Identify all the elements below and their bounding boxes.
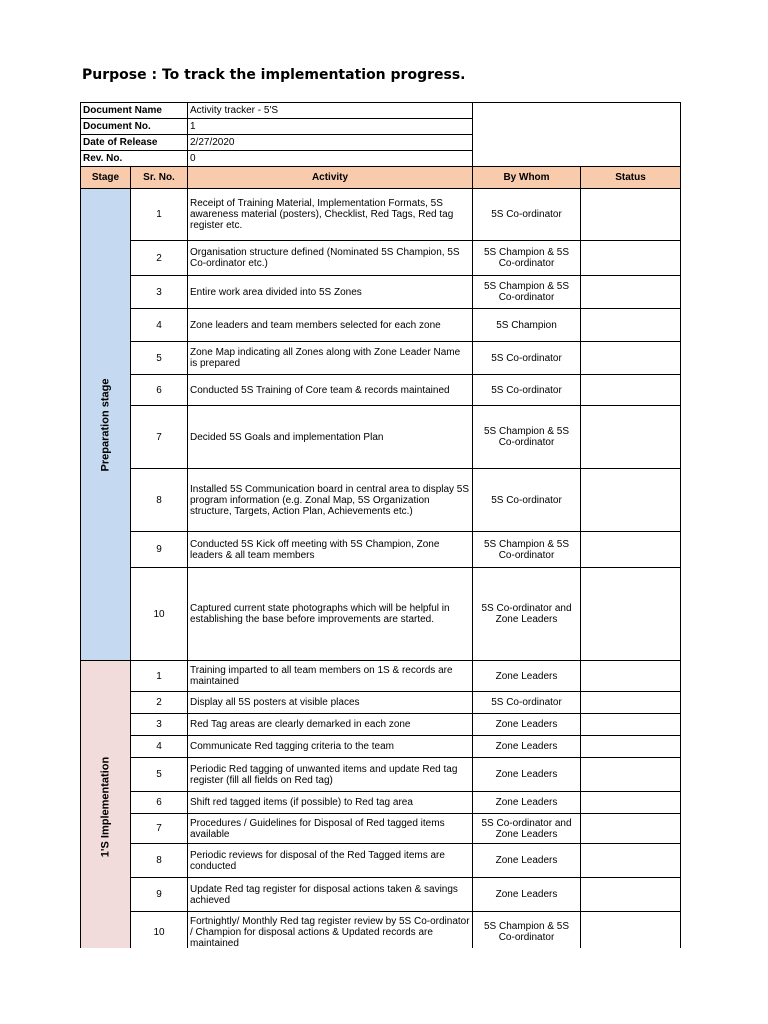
status-cell <box>581 661 681 692</box>
status-cell <box>581 276 681 309</box>
meta-label: Document Name <box>81 103 188 119</box>
by-whom-cell: 5S Co-ordinator <box>473 469 581 532</box>
sr-no-cell: 4 <box>131 736 188 758</box>
sr-no-cell: 6 <box>131 792 188 814</box>
activity-cell: Zone Map indicating all Zones along with Zone Leader Name is prepared <box>188 342 473 375</box>
table-row <box>81 844 681 878</box>
table-row <box>81 375 681 406</box>
activity-cell: Organisation structure defined (Nominated 5S Champion, 5S Co-ordinator etc.) <box>188 241 473 276</box>
header-status: Status <box>581 167 681 189</box>
activity-cell: Red Tag areas are clearly demarked in each zone <box>188 714 473 736</box>
activity-cell: Conducted 5S Kick off meeting with 5S Champion, Zone leaders & all team members <box>188 532 473 568</box>
by-whom-cell: Zone Leaders <box>473 736 581 758</box>
sr-no-cell: 5 <box>131 758 188 792</box>
status-cell <box>581 342 681 375</box>
stage-preparation <box>81 189 131 661</box>
status-cell <box>581 241 681 276</box>
activity-cell: Training imparted to all team members on 1S & records are maintained <box>188 661 473 692</box>
status-cell <box>581 469 681 532</box>
activity-cell: Receipt of Training Material, Implementation Formats, 5S awareness material (posters), Checklist, Red Tags, Red tag register etc. <box>188 189 473 241</box>
sr-no-cell: 7 <box>131 814 188 844</box>
table-row <box>81 692 681 714</box>
sr-no-cell: 7 <box>131 406 188 469</box>
status-cell <box>581 532 681 568</box>
table-row <box>81 661 681 692</box>
by-whom-cell: 5S Champion & 5S Co-ordinator <box>473 241 581 276</box>
page-bottom-margin <box>0 948 768 1024</box>
header-stage: Stage <box>81 167 131 189</box>
sr-no-cell: 8 <box>131 844 188 878</box>
activity-cell: Installed 5S Communication board in central area to display 5S program information (e.g. Zonal Map, 5S Organization structure, Targets, Action Plan, Achievements etc.) <box>188 469 473 532</box>
by-whom-cell: 5S Co-ordinator <box>473 342 581 375</box>
by-whom-cell: Zone Leaders <box>473 758 581 792</box>
by-whom-cell: 5S Champion & 5S Co-ordinator <box>473 276 581 309</box>
activity-cell: Communicate Red tagging criteria to the team <box>188 736 473 758</box>
status-cell <box>581 406 681 469</box>
status-cell <box>581 912 681 953</box>
status-cell <box>581 692 681 714</box>
status-cell <box>581 375 681 406</box>
sr-no-cell: 1 <box>131 189 188 241</box>
status-cell <box>581 309 681 342</box>
meta-label: Rev. No. <box>81 151 188 167</box>
status-cell <box>581 814 681 844</box>
sr-no-cell: 1 <box>131 661 188 692</box>
meta-value: Activity tracker - 5'S <box>188 103 473 119</box>
stage-label: 1'S Implementation <box>99 756 111 857</box>
table-row <box>81 714 681 736</box>
table-row <box>81 276 681 309</box>
activity-cell: Zone leaders and team members selected for each zone <box>188 309 473 342</box>
by-whom-cell: Zone Leaders <box>473 661 581 692</box>
by-whom-cell: 5S Co-ordinator <box>473 189 581 241</box>
by-whom-cell: Zone Leaders <box>473 792 581 814</box>
sr-no-cell: 6 <box>131 375 188 406</box>
sr-no-cell: 2 <box>131 692 188 714</box>
activity-cell: Conducted 5S Training of Core team & records maintained <box>188 375 473 406</box>
activity-cell: Fortnightly/ Monthly Red tag register review by 5S Co-ordinator / Champion for disposal actions & Updated records are maintained <box>188 912 473 953</box>
sr-no-cell: 9 <box>131 878 188 912</box>
meta-value: 0 <box>188 151 473 167</box>
table-row <box>81 342 681 375</box>
meta-value: 2/27/2020 <box>188 135 473 151</box>
meta-label: Date of Release <box>81 135 188 151</box>
sr-no-cell: 3 <box>131 276 188 309</box>
stage-label: Preparation stage <box>99 378 111 471</box>
activity-cell: Decided 5S Goals and implementation Plan <box>188 406 473 469</box>
sr-no-cell: 8 <box>131 469 188 532</box>
status-cell <box>581 792 681 814</box>
by-whom-cell: 5S Champion <box>473 309 581 342</box>
by-whom-cell: 5S Champion & 5S Co-ordinator <box>473 532 581 568</box>
sr-no-cell: 10 <box>131 912 188 953</box>
purpose-heading: Purpose : To track the implementation progress. <box>82 67 466 83</box>
status-cell <box>581 568 681 661</box>
activity-cell: Captured current state photographs which will be helpful in establishing the base before improvements are started. <box>188 568 473 661</box>
by-whom-cell: 5S Co-ordinator <box>473 375 581 406</box>
table-row <box>81 792 681 814</box>
by-whom-cell: 5S Champion & 5S Co-ordinator <box>473 912 581 953</box>
activity-tracker-table <box>80 102 681 953</box>
table-row <box>81 241 681 276</box>
table-row <box>81 568 681 661</box>
sr-no-cell: 4 <box>131 309 188 342</box>
column-header-row <box>81 167 681 189</box>
header-by-whom: By Whom <box>473 167 581 189</box>
activity-cell: Display all 5S posters at visible places <box>188 692 473 714</box>
table-row <box>81 758 681 792</box>
activity-cell: Periodic Red tagging of unwanted items and update Red tag register (fill all fields on Red tag) <box>188 758 473 792</box>
sr-no-cell: 10 <box>131 568 188 661</box>
table-row <box>81 736 681 758</box>
by-whom-cell: Zone Leaders <box>473 878 581 912</box>
activity-cell: Periodic reviews for disposal of the Red Tagged items are conducted <box>188 844 473 878</box>
status-cell <box>581 714 681 736</box>
by-whom-cell: 5S Co-ordinator and Zone Leaders <box>473 568 581 661</box>
status-cell <box>581 878 681 912</box>
sr-no-cell: 5 <box>131 342 188 375</box>
activity-cell: Update Red tag register for disposal actions taken & savings achieved <box>188 878 473 912</box>
sr-no-cell: 2 <box>131 241 188 276</box>
table-row <box>81 878 681 912</box>
meta-value: 1 <box>188 119 473 135</box>
header-sr-no: Sr. No. <box>131 167 188 189</box>
stage-1s-implementation <box>81 661 131 953</box>
meta-label: Document No. <box>81 119 188 135</box>
status-cell <box>581 736 681 758</box>
table-row <box>81 469 681 532</box>
activity-cell: Procedures / Guidelines for Disposal of Red tagged items available <box>188 814 473 844</box>
table-row <box>81 309 681 342</box>
status-cell <box>581 844 681 878</box>
by-whom-cell: 5S Co-ordinator and Zone Leaders <box>473 814 581 844</box>
sr-no-cell: 3 <box>131 714 188 736</box>
table-row <box>81 406 681 469</box>
meta-blank-area <box>473 103 681 167</box>
by-whom-cell: Zone Leaders <box>473 714 581 736</box>
activity-cell: Entire work area divided into 5S Zones <box>188 276 473 309</box>
sr-no-cell: 9 <box>131 532 188 568</box>
by-whom-cell: Zone Leaders <box>473 844 581 878</box>
header-activity: Activity <box>188 167 473 189</box>
by-whom-cell: 5S Co-ordinator <box>473 692 581 714</box>
table-row <box>81 189 681 241</box>
meta-row-document-name <box>81 103 681 119</box>
table-row <box>81 532 681 568</box>
activity-cell: Shift red tagged items (if possible) to Red tag area <box>188 792 473 814</box>
table-row <box>81 814 681 844</box>
status-cell <box>581 189 681 241</box>
status-cell <box>581 758 681 792</box>
table-row <box>81 912 681 953</box>
by-whom-cell: 5S Champion & 5S Co-ordinator <box>473 406 581 469</box>
